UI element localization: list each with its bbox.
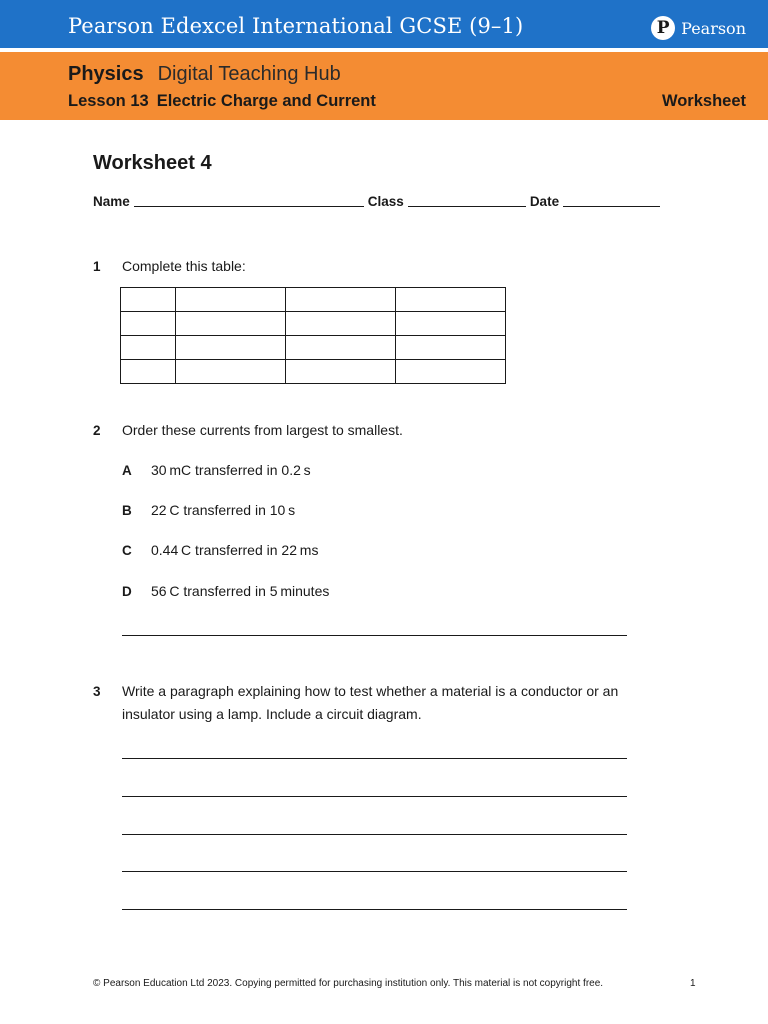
question-3-answer-line[interactable]	[122, 909, 627, 910]
student-details-row	[93, 192, 664, 209]
question-1-text: Complete this table:	[122, 258, 246, 274]
class-label: Class	[367, 194, 404, 209]
brand-name: Pearson	[681, 18, 746, 38]
top-banner	[0, 0, 768, 52]
option-d-text: 56 C transferred in 5 minutes	[151, 583, 330, 599]
table-cell[interactable]	[396, 336, 506, 360]
option-c-letter: C	[122, 543, 132, 558]
table-row	[121, 360, 506, 384]
date-label: Date	[529, 194, 560, 209]
table-cell[interactable]	[396, 360, 506, 384]
qualification-title: Pearson Edexcel International GCSE (9–1)	[68, 14, 524, 38]
hub-name: Digital Teaching Hub	[157, 63, 341, 85]
table-cell[interactable]	[121, 336, 176, 360]
question-3-answer-line[interactable]	[122, 796, 627, 797]
subject: Physics	[68, 63, 144, 85]
class-field[interactable]	[408, 192, 526, 207]
question-1-number: 1	[93, 259, 101, 274]
page-number: 1	[690, 978, 696, 989]
option-d-letter: D	[122, 584, 132, 599]
worksheet-title: Worksheet 4	[93, 152, 212, 174]
table-cell[interactable]	[396, 312, 506, 336]
question-2-text: Order these currents from largest to smallest.	[122, 422, 403, 438]
question-2-number: 2	[93, 423, 101, 438]
pearson-logo-icon: P	[651, 16, 675, 40]
option-b-letter: B	[122, 503, 132, 518]
option-a-letter: A	[122, 463, 132, 478]
table-cell[interactable]	[286, 360, 396, 384]
table-row	[121, 288, 506, 312]
doc-type: Worksheet	[661, 92, 746, 110]
question-2-answer-line[interactable]	[122, 635, 627, 636]
option-c-text: 0.44 C transferred in 22 ms	[151, 542, 319, 558]
lesson-title: Electric Charge and Current	[156, 92, 376, 110]
table-cell[interactable]	[121, 312, 176, 336]
pearson-brand	[651, 16, 746, 40]
lesson-number: Lesson 13	[68, 92, 149, 110]
question-3-answer-line[interactable]	[122, 871, 627, 872]
question-3-number: 3	[93, 684, 101, 699]
name-field[interactable]	[134, 192, 364, 207]
table-cell[interactable]	[286, 336, 396, 360]
table-row	[121, 312, 506, 336]
option-b-text: 22 C transferred in 10 s	[151, 502, 296, 518]
table-cell[interactable]	[286, 288, 396, 312]
subject-banner	[0, 52, 768, 120]
copyright-footer: © Pearson Education Ltd 2023. Copying permitted for purchasing institution only. This material is not copyright free.	[93, 978, 604, 989]
table-cell[interactable]	[286, 312, 396, 336]
question-1-table	[120, 287, 506, 384]
table-cell[interactable]	[176, 288, 286, 312]
option-a-text: 30 mC transferred in 0.2 s	[151, 462, 311, 478]
date-field[interactable]	[563, 192, 660, 207]
table-cell[interactable]	[176, 336, 286, 360]
table-cell[interactable]	[396, 288, 506, 312]
question-3-answer-line[interactable]	[122, 758, 627, 759]
question-3-text-line-1: Write a paragraph explaining how to test whether a material is a conductor or an	[122, 683, 619, 699]
table-row	[121, 336, 506, 360]
name-label: Name	[93, 194, 130, 209]
table-cell[interactable]	[176, 360, 286, 384]
subject-line	[68, 63, 341, 86]
question-3-text-line-2: insulator using a lamp. Include a circuit diagram.	[122, 706, 422, 722]
table-cell[interactable]	[121, 288, 176, 312]
table-cell[interactable]	[176, 312, 286, 336]
lesson-line	[68, 92, 376, 111]
question-3-answer-line[interactable]	[122, 834, 627, 835]
table-cell[interactable]	[121, 360, 176, 384]
